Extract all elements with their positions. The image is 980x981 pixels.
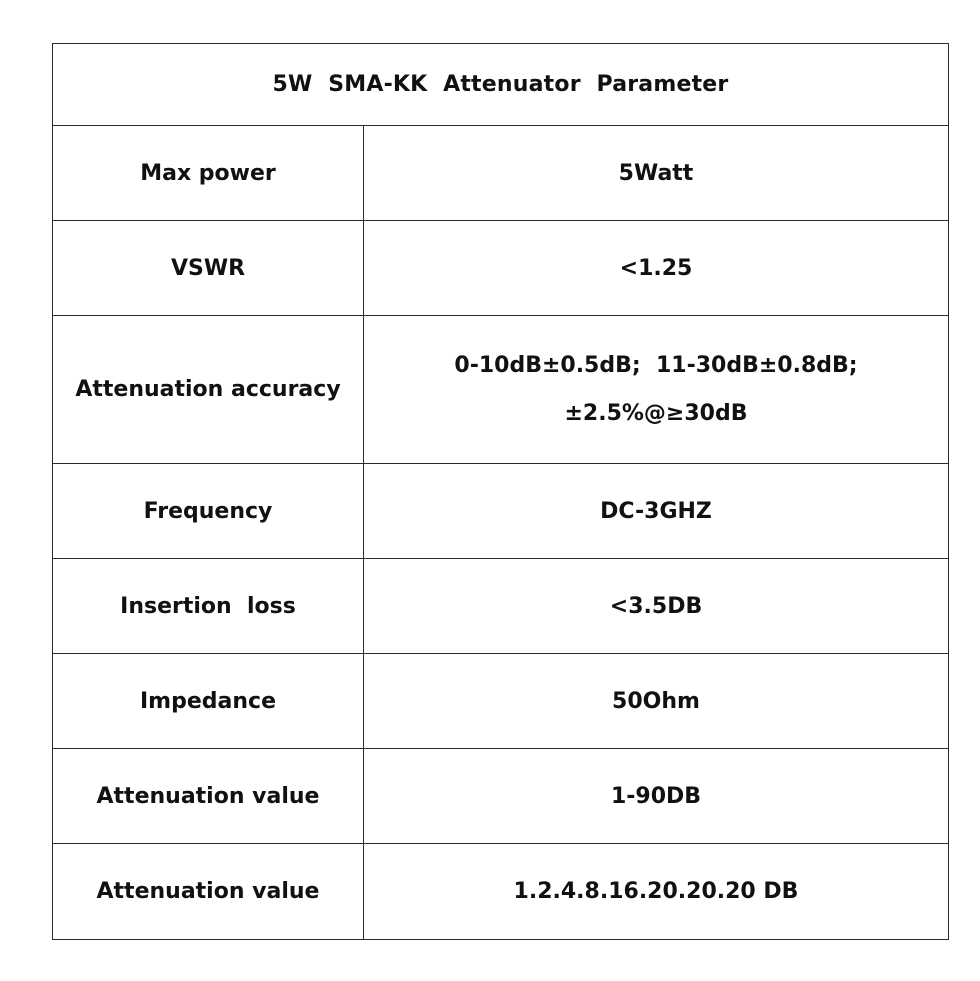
table-row <box>53 749 949 844</box>
table-row <box>53 126 949 221</box>
param-label: Insertion loss <box>53 559 364 654</box>
param-label: VSWR <box>53 221 364 316</box>
param-value: 1-90DB <box>364 749 949 844</box>
param-label: Max power <box>53 126 364 221</box>
table-row <box>53 559 949 654</box>
param-label: Impedance <box>53 654 364 749</box>
table-row <box>53 654 949 749</box>
param-value: <1.25 <box>364 221 949 316</box>
param-value: 50Ohm <box>364 654 949 749</box>
param-label: Frequency <box>53 464 364 559</box>
param-value: <3.5DB <box>364 559 949 654</box>
param-value <box>364 316 949 464</box>
param-value: 1.2.4.8.16.20.20.20 DB <box>364 844 949 940</box>
table-row <box>53 464 949 559</box>
param-label: Attenuation accuracy <box>53 316 364 464</box>
table-title-row <box>53 44 949 126</box>
table-row <box>53 316 949 464</box>
table-row <box>53 221 949 316</box>
param-label: Attenuation value <box>53 844 364 940</box>
param-value-line: 0-10dB±0.5dB; 11-30dB±0.8dB; <box>454 352 858 378</box>
param-value: DC-3GHZ <box>364 464 949 559</box>
param-value-line: ±2.5%@≥30dB <box>564 400 748 426</box>
table-title: 5W SMA-KK Attenuator Parameter <box>53 44 949 126</box>
param-label: Attenuation value <box>53 749 364 844</box>
parameter-table <box>52 43 949 940</box>
param-value: 5Watt <box>364 126 949 221</box>
table-row <box>53 844 949 940</box>
